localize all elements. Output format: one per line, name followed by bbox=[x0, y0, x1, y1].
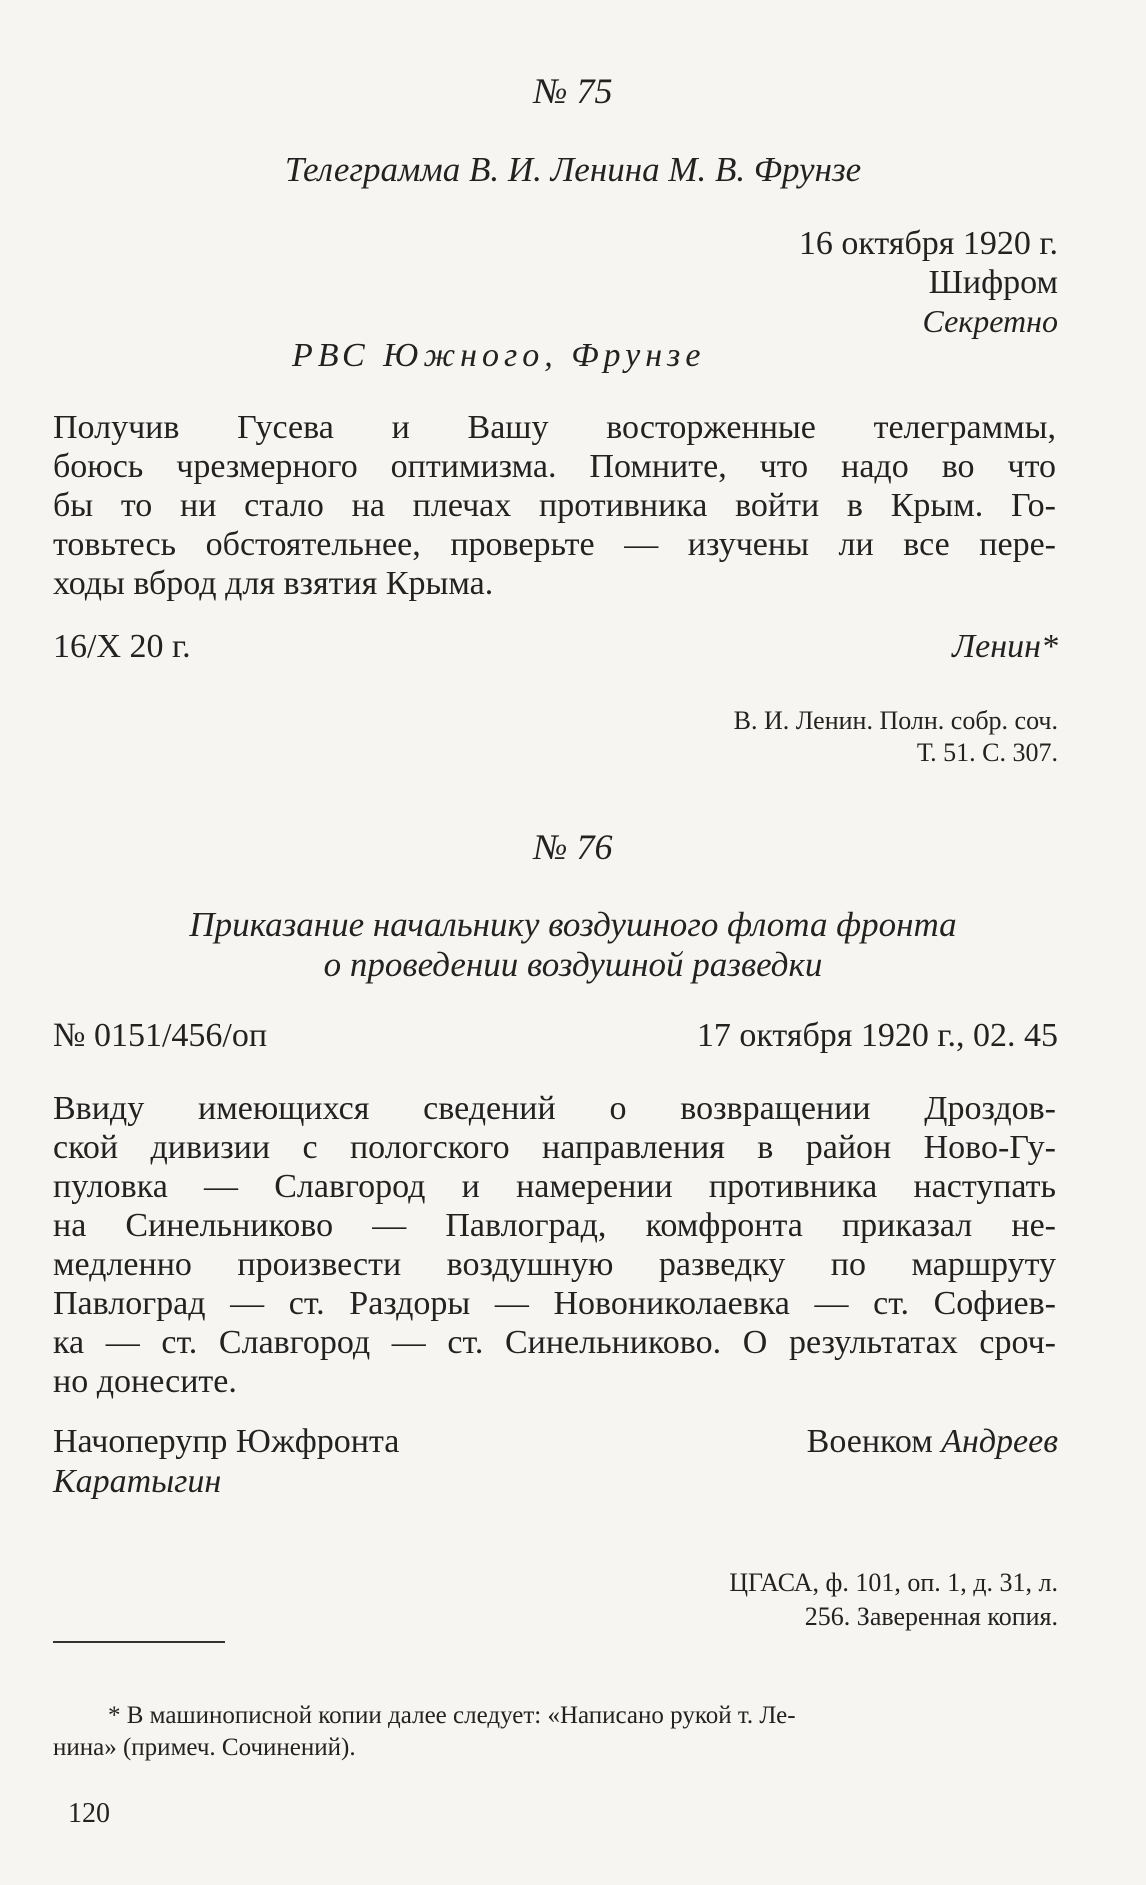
doc76-title-line1: Приказание начальнику воздушного флота фронта bbox=[189, 905, 957, 944]
doc75-body-line: ходы вброд для взятия Крыма. bbox=[53, 565, 494, 602]
page-number: 120 bbox=[68, 1798, 110, 1829]
doc76-body-line: Павлоград — ст. Раздоры — Новониколаевка — ст. Софиев- bbox=[53, 1285, 1056, 1322]
footnote-rule bbox=[53, 1641, 225, 1643]
doc75-addressee: РВС Южного, Фрунзе bbox=[292, 337, 706, 374]
doc75-number: № 75 bbox=[533, 71, 613, 111]
doc75-source-line2: Т. 51. С. 307. bbox=[916, 738, 1058, 767]
doc76-title-line2: о проведении воздушной разведки bbox=[323, 945, 823, 984]
doc75-signature: Ленин* bbox=[952, 628, 1058, 665]
doc76-body-line: ской дивизии с пологского направления в район Ново-Гу- bbox=[53, 1129, 1056, 1166]
doc76-signer-right-name: Андреев bbox=[941, 1423, 1058, 1460]
doc75-body-line: Получив Гусева и Вашу восторженные телеграммы, bbox=[53, 409, 1056, 446]
doc76-source-line2: 256. Заверенная копия. bbox=[804, 1602, 1058, 1631]
doc75-date: 16 октября 1920 г. bbox=[798, 225, 1058, 262]
doc76-body-line: медленно произвести воздушную разведку по маршруту bbox=[53, 1246, 1056, 1283]
doc75-source-line1: В. И. Ленин. Полн. собр. соч. bbox=[733, 706, 1058, 735]
doc75-body-line: боюсь чрезмерного оптимизма. Помните, что надо во что bbox=[53, 448, 1056, 485]
footnote-line2: нина» (примеч. Сочинений). bbox=[53, 1734, 356, 1761]
doc75-title: Телеграмма В. И. Ленина М. В. Фрунзе bbox=[284, 150, 862, 189]
doc76-signer-left-name: Каратыгин bbox=[53, 1463, 222, 1500]
doc75-body-line: бы то ни стало на плечах противника войти в Крым. Го- bbox=[53, 487, 1056, 524]
doc76-signer-right-title: Военком bbox=[806, 1423, 933, 1460]
doc75-body-line: товьтесь обстоятельнее, проверьте — изучены ли все пере- bbox=[53, 526, 1056, 563]
doc76-body-line: но донесите. bbox=[53, 1363, 237, 1400]
doc76-body-line: ка — ст. Славгород — ст. Синельниково. О результатах сроч- bbox=[53, 1324, 1056, 1361]
doc76-body bbox=[53, 1089, 1056, 1401]
doc76-body-line: пуловка — Славгород и намерении противника наступать bbox=[53, 1168, 1056, 1205]
doc75-sign-date: 16/X 20 г. bbox=[53, 628, 191, 665]
doc75-secrecy: Секретно bbox=[922, 303, 1058, 339]
doc76-signer-right bbox=[807, 1423, 1058, 1461]
doc75-body bbox=[53, 408, 1056, 603]
doc76-datetime: 17 октября 1920 г., 02. 45 bbox=[696, 1017, 1058, 1054]
doc76-source-line1: ЦГАСА, ф. 101, оп. 1, д. 31, л. bbox=[729, 1568, 1058, 1597]
doc75-mode: Шифром bbox=[928, 264, 1058, 301]
doc76-number: № 76 bbox=[533, 827, 613, 867]
doc76-body-line: Ввиду имеющихся сведений о возвращении Дроздов- bbox=[53, 1090, 1056, 1127]
footnote-line1: * В машинописной копии далее следует: «Написано рукой т. Ле- bbox=[108, 1702, 796, 1729]
doc76-ref: № 0151/456/оп bbox=[53, 1017, 268, 1054]
doc76-body-line: на Синельниково — Павлоград, комфронта приказал не- bbox=[53, 1207, 1056, 1244]
doc76-signer-left-title: Начоперупр Южфронта bbox=[53, 1423, 400, 1460]
